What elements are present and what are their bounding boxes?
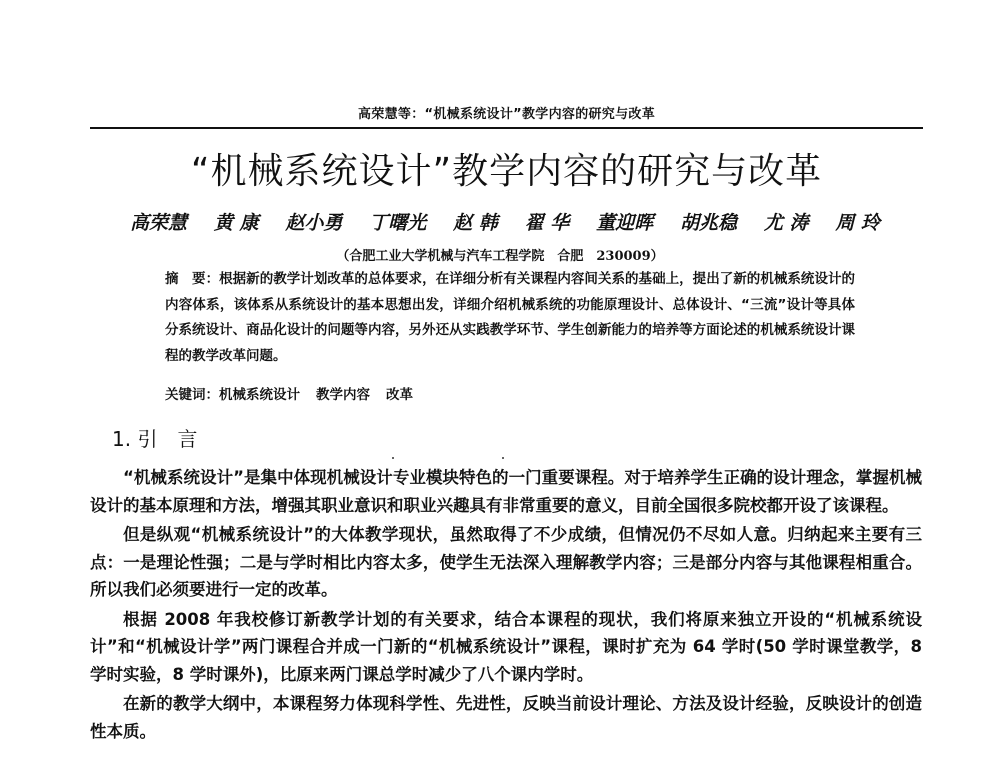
paragraph: 但是纵观“机械系统设计”的大体教学现状，虽然取得了不少成绩，但情况仍不尽如人意。归纳起来主要有三点：一是理论性强；二是与学时相比内容太多，使学生无法深入理解教学内容；三是部分内容与其他课程相重合。所以我们必须要进行一定的改革。 [90, 525, 922, 599]
section-heading: 1. 引 言 [112, 427, 198, 451]
author: 胡兆稳 [679, 212, 737, 234]
paragraph: “机械系统设计”是集中体现机械设计专业模块特色的一门重要课程。对于培养学生正确的设计理念，掌握机械设计的基本原理和方法，增强其职业意识和职业兴趣具有非常重要的意义，目前全国很多院校都开设了该课程。 [90, 468, 922, 515]
header-rule [90, 127, 923, 129]
author: 黄 康 [213, 212, 259, 234]
author: 董迎晖 [596, 212, 654, 234]
author-list [130, 208, 880, 235]
author: 丁曙光 [369, 212, 427, 234]
author: 翟 华 [524, 212, 570, 234]
abstract-label: 摘 要： [165, 271, 220, 287]
paper-title: “机械系统设计”教学内容的研究与改革 [190, 151, 823, 192]
keyword: 改革 [386, 387, 413, 403]
keyword: 机械系统设计 [219, 387, 300, 403]
author: 赵小勇 [285, 212, 343, 234]
body-text [90, 464, 922, 747]
keyword: 教学内容 [316, 387, 370, 403]
affiliation: （合肥工业大学机械与汽车工程学院 合肥 230009） [336, 249, 664, 264]
author: 高荣慧 [130, 212, 188, 234]
author: 赵 韩 [453, 212, 498, 234]
keywords-label: 关键词： [165, 387, 219, 403]
scan-artifact [392, 457, 394, 459]
running-header: 高荣慧等：“机械系统设计”教学内容的研究与改革 [358, 107, 655, 122]
author: 尤 涛 [763, 212, 809, 234]
scan-artifact [502, 457, 504, 459]
paragraph: 在新的教学大纲中，本课程努力体现科学性、先进性，反映当前设计理论、方法及设计经验，反映设计的创造性本质。 [90, 694, 922, 741]
paragraph: 根据 2008 年我校修订新教学计划的有关要求，结合本课程的现状，我们将原来独立开设的“机械系统设计”和“机械设计学”两门课程合并成一门新的“机械系统设计”课程，课时扩充为 64 学时(50 学时课堂教学，8 学时实验，8 学时课外)，比原来两门课总学时减少了八个课内学时。 [90, 609, 922, 684]
abstract [165, 267, 855, 369]
abstract-text: 根据新的教学计划改革的总体要求，在详细分析有关课程内容间关系的基础上，提出了新的机械系统设计的内容体系，该体系从系统设计的基本思想出发，详细介绍机械系统的功能原理设计、总体设计、“三流”设计等具体分系统设计、商品化设计的问题等内容，另外还从实践教学环节、学生创新能力的培养等方面论述的机械系统设计课程的教学改革问题。 [165, 271, 856, 364]
keywords [165, 383, 855, 403]
author: 周 玲 [835, 212, 880, 234]
